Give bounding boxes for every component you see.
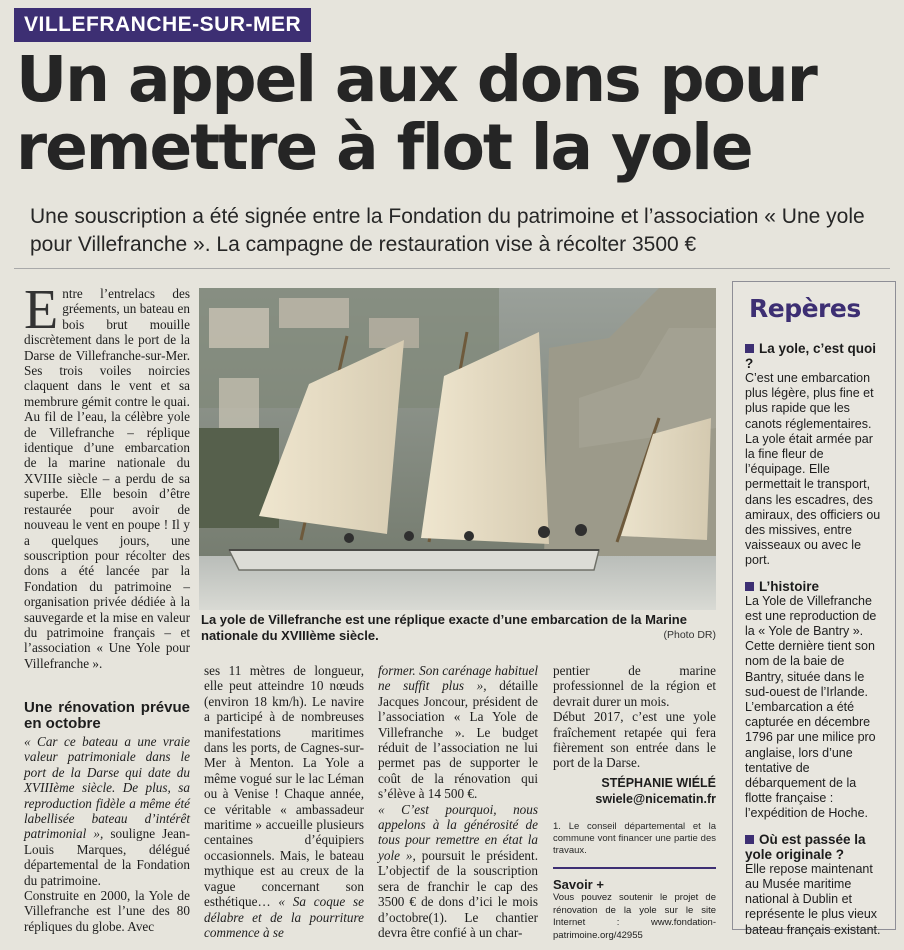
sidebar-section-histoire	[745, 579, 883, 822]
quote-joncour-start: « Sa coque se délabre et de la pourriture commence à se	[204, 894, 364, 940]
yole-photo-illustration	[199, 288, 716, 610]
article-column-4-para-1: pentier de marine professionnel de la région et devrait durer un mois.	[553, 663, 716, 709]
quote-marques: « Car ce bateau a une vraie valeur patrimoniale dans le port de la Darse qui date du XVIIIème siècle. De plus, sa reproduction fidèle a même été labellisée bateau d’intérêt patrimonial »,	[24, 734, 190, 842]
dropcap: E	[24, 279, 59, 341]
article-paragraph-3	[24, 734, 190, 888]
photo-caption: La yole de Villefranche est une réplique exacte d’une embarcation de la Marine nationale du XVIIIème siècle.	[201, 612, 687, 643]
sidebar-section-originale	[745, 832, 883, 938]
footnote: 1. Le conseil départemental et la commune vont financer une partie des travaux.	[553, 820, 716, 856]
sidebar-heading-histoire-text: L’histoire	[759, 578, 820, 594]
sidebar-heading-originale-text: Où est passée la yole originale ?	[745, 831, 866, 862]
headline-line-1: Un appel aux dons pour	[16, 43, 816, 116]
sidebar-heading-yole-text: La yole, c’est quoi ?	[745, 341, 877, 371]
header-divider	[14, 268, 890, 269]
savoir-text: Vous pouvez soutenir le projet de rénovation de la yole sur le site Internet : www.fondation-patrimoine.org/42955	[553, 892, 716, 941]
headline-line-2: remettre à flot la yole	[16, 111, 752, 184]
standfirst: Une souscription a été signée entre la Fondation du patrimoine et l’association « Une yole pour Villefranche ». La campagne de restauration vise à récolter 3500 €	[30, 205, 865, 256]
sidebar-title: Repères	[749, 294, 861, 323]
square-bullet-icon	[745, 344, 754, 353]
article-column-2	[204, 663, 364, 940]
sidebar-text-yole: C’est une embarcation plus légère, plus fine et plus rapide que les canots réglementaires. La yole était armée par la fine fleur de l’équipage. Elle permettait le transport, dans les escadres, des amiraux, des officiers ou des missives, entre vaisseaux ou avec le port.	[745, 371, 881, 568]
article-column-1-bottom	[24, 700, 190, 934]
sidebar-heading-histoire	[745, 579, 883, 594]
sidebar-section-yole	[745, 341, 883, 569]
quote-president: « C’est pourquoi, nous appelons à la générosité de tous pour remettre en état la yole »,	[378, 801, 538, 863]
savoir-title: Savoir +	[553, 876, 604, 892]
article-paragraph-1: ntre l’entrelacs des gréements, un bateau en bois brut mouille discrètement dans le port de la Darse de Villefranche-sur-Mer. Ses trois voiles noircies claquent dans le vent et sa membrure gémit contre le quai.	[24, 286, 190, 409]
article-column-3-para-2	[378, 802, 538, 941]
col3-body-2: poursuit le président. L’objectif de la souscription sera de franchir le cap des 3500 € de dons d’ici le mois d’octobre(1). Le chantier devra être confié à un char-	[378, 847, 538, 940]
savoir-divider	[553, 867, 716, 869]
subheading: Une rénovation prévue en octobre	[24, 699, 190, 732]
yole-photo	[199, 288, 716, 610]
quote-joncour-end: former. Son carénage habituel ne suffit plus »,	[378, 663, 538, 694]
square-bullet-icon	[745, 582, 754, 591]
col2-body: ses 11 mètres de longueur, elle peut atteindre 10 nœuds (environ 18 km/h). Le navire a participé à de nombreuses manifestations maritimes dans les ports, de Cagnes-sur-Mer à Menton. La Yole a même vogué sur le lac Léman ou à Venise ! Chaque année, ce véritable « ambassadeur maritime » accueille plusieurs centaines d’équipiers occasionnels. Mais, le bateau mythique est au creux de la vague concernant son esthétique…	[204, 663, 364, 910]
article-column-2-text	[204, 663, 364, 940]
sidebar-text-histoire: La Yole de Villefranche est une reproduction de la « Yole de Bantry ». Cette dernière tient son nom de la baie de Bantry, située dans le sud-ouest de l’Irlande. L’embarcation a été capturée en décembre 1796 par une milice pro anglaise, lors d’une tentative de débarquement de la flotte française : l’expédition de Hoche.	[745, 593, 877, 821]
article-column-3	[378, 663, 538, 940]
article-paragraph-4: Construite en 2000, la Yole de Villefranche est l’une des 80 répliques du globe. Avec	[24, 888, 190, 934]
article-paragraph-3-rest: souligne Jean-Louis Marques, délégué départemental de la Fondation du patrimoine.	[24, 826, 191, 888]
article-paragraph-2: Au fil de l’eau, la célèbre yole de Villefranche – réplique identique d’une embarcation de la marine nationale du XVIIIe siècle – a perdu de sa superbe. Elle besoin d’être restaurée pour avoir de nouveau le vent en poupe ! Il y a quelques jours, une souscription pour récolter des dons a été lancée par la Fondation du patrimoine – organisation privée dédiée à la sauvegarde et la mise en valeur du patrimoine français – et l’association « Une Yole pour Villefranche ».	[24, 409, 190, 671]
sidebar-text-originale: Elle repose maintenant au Musée maritime national à Dublin et représente le plus vieux bateau français existant.	[745, 861, 881, 937]
author-email[interactable]: swiele@nicematin.fr	[595, 791, 716, 806]
headline	[16, 43, 896, 184]
photo-credit: (Photo DR)	[663, 629, 716, 641]
hull	[229, 550, 599, 570]
author-name: STÉPHANIE WIÉLÉ	[601, 775, 716, 790]
article-column-4-para-2: Début 2017, c’est une yole fraîchement retapée qui fera fièrement son entrée dans le port de la Darse.	[553, 709, 716, 771]
sidebar-heading-originale	[745, 832, 883, 862]
reperes-sidebar	[732, 281, 896, 937]
article-column-4	[553, 663, 716, 942]
square-bullet-icon	[745, 835, 754, 844]
col3-body-1: détaille Jacques Joncour, président de l’association « La Yole de Villefranche ». Le budget réduit de l’association ne lui permet pas de supporter le coût de la rénovation qui s’élève à 14 500 €.	[378, 678, 539, 802]
article-column-3-para-1	[378, 663, 538, 802]
section-kicker: VILLEFRANCHE-SUR-MER	[14, 8, 311, 42]
article-column-1	[24, 279, 190, 671]
sidebar-heading-yole	[745, 341, 883, 371]
